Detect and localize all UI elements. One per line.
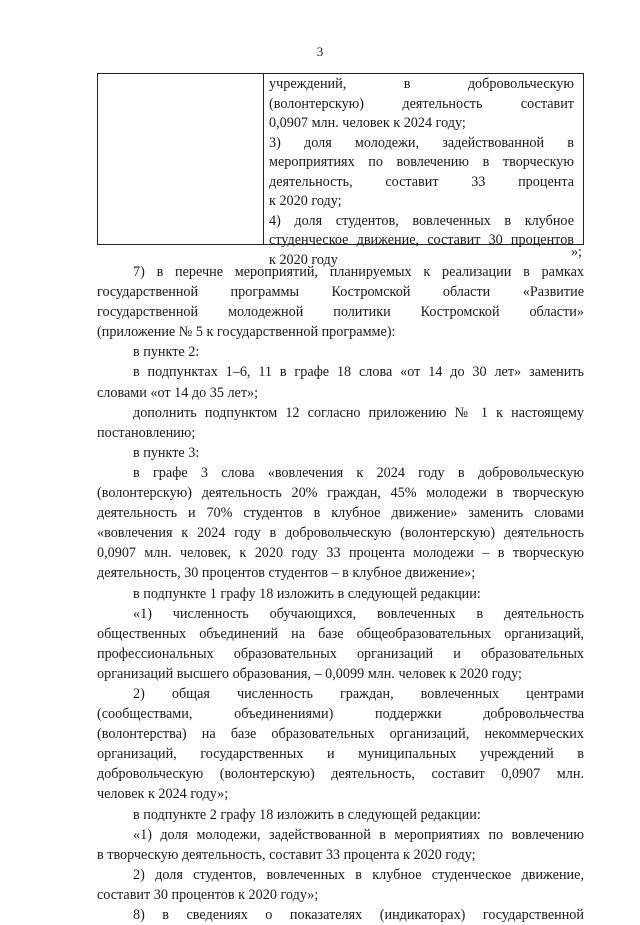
- page-number: 3: [316, 44, 324, 59]
- paragraph-line: добровольческую (волонтерскую) деятельность, составит 0,0907 млн.: [97, 766, 584, 783]
- paragraph-line: (приложение № 5 к государственной программе):: [97, 324, 396, 341]
- paragraph-line: профессиональных образовательных организаций и образовательных: [97, 645, 584, 662]
- table-line: 0,0907 млн. человек к 2024 году;: [269, 115, 466, 131]
- table-line: к 2020 году: [269, 251, 338, 268]
- paragraph-line: в графе 3 слова «вовлечения к 2024 году в добровольческую: [133, 464, 584, 481]
- paragraph-line: 7) в перечне мероприятий, планируемых к реализации в рамках: [133, 264, 584, 280]
- paragraph-line: государственной программы Костромской области «Развитие: [97, 284, 584, 301]
- paragraph-line: общественных объединений на базе общеобразовательных организаций,: [97, 625, 584, 642]
- paragraph-line: организаций, государственных и муниципальных учреждений в: [97, 746, 584, 763]
- paragraph-line: 2) доля студентов, вовлеченных в клубное студенческое движение,: [133, 866, 584, 883]
- paragraph-line: государственной молодежной политики Костромской области»: [97, 304, 584, 321]
- paragraph-line: в подпунктах 1–6, 11 в графе 18 слова «от 14 до 30 лет» заменить: [133, 364, 584, 381]
- paragraph-line: в творческую деятельность, составит 33 процента к 2020 году;: [97, 846, 476, 863]
- paragraph-line: в подпункте 2 графу 18 изложить в следующей редакции:: [133, 806, 481, 823]
- paragraph-line: (волонтерскую) деятельность 20% граждан, 45% молодежи в творческую: [97, 485, 584, 502]
- table-line: 4) доля студентов, вовлеченных в клубное: [269, 212, 574, 229]
- paragraph-line: человек к 2024 году»;: [97, 786, 229, 803]
- paragraph-line: словами «от 14 до 35 лет»;: [97, 384, 259, 401]
- indicator-table: [97, 73, 584, 268]
- paragraph-line: в пункте 2:: [133, 344, 200, 361]
- paragraph-line: составит 30 процентов к 2020 году»;: [97, 886, 319, 903]
- table-line: деятельность, составит 33 процента: [269, 173, 574, 190]
- paragraph-line: в подпункте 1 графу 18 изложить в следующей редакции:: [133, 585, 481, 602]
- paragraph-line: деятельность, 30 процентов студентов – в клубное движение»;: [97, 565, 476, 582]
- paragraph-line: (волонтерства) на базе образовательных организаций, некоммерческих: [97, 726, 584, 743]
- paragraph-line: 8) в сведениях о показателях (индикаторах) государственной: [133, 907, 584, 923]
- table-line: 3) доля молодежи, задействованной в: [269, 134, 574, 151]
- table-line: студенческое движение, составит 30 процентов: [269, 232, 574, 248]
- paragraph-line: постановлению;: [97, 424, 196, 441]
- paragraph-line: (сообществами, объединениями) поддержки добровольчества: [97, 706, 584, 723]
- paragraph-line: 0,0907 млн. человек, к 2020 году 33 процента молодежи – в творческую: [97, 545, 584, 562]
- paragraph-line: «1) численность обучающихся, вовлеченных в деятельность: [133, 605, 584, 622]
- table-line: мероприятиях по вовлечению в творческую: [269, 154, 574, 170]
- paragraph-line: в пункте 3:: [133, 444, 200, 461]
- table-line: учреждений, в добровольческую: [269, 76, 574, 92]
- paragraph-line: «1) доля молодежи, задействованной в мероприятиях по вовлечению: [133, 826, 584, 843]
- body-text: [97, 262, 584, 925]
- table-line: (волонтерскую) деятельность составит: [269, 95, 574, 112]
- table-line: к 2020 году;: [269, 193, 342, 209]
- paragraph-line: 2) общая численность граждан, вовлеченных центрами: [133, 685, 584, 702]
- paragraph-line: организаций высшего образования, – 0,0099 млн. человек к 2020 году;: [97, 665, 522, 682]
- paragraph-line: дополнить подпунктом 12 согласно приложению № 1 к настоящему: [133, 404, 584, 421]
- table-cell-text: [269, 75, 574, 270]
- table-column-divider: [263, 74, 264, 244]
- closing-quote: »;: [570, 244, 582, 260]
- paragraph-line: деятельность и 70% студентов в клубное движение» заменить словами: [97, 505, 584, 522]
- paragraph-line: «вовлечения к 2024 году в добровольческую (волонтерскую) деятельность: [97, 525, 584, 542]
